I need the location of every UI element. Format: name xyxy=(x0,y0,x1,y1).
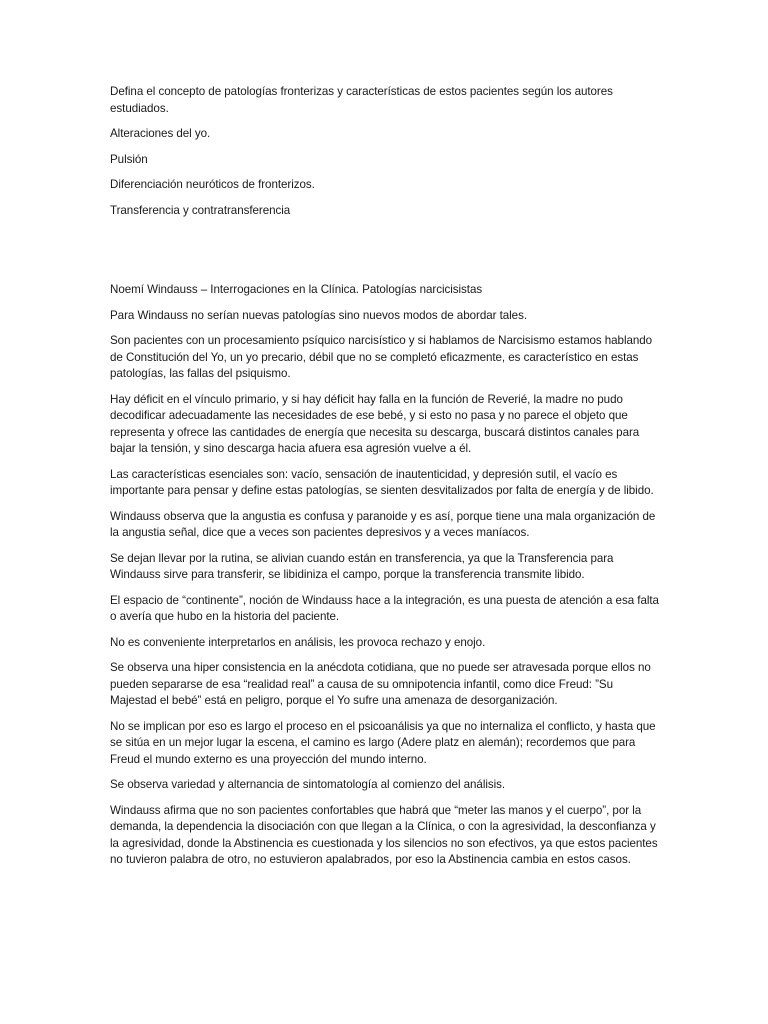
paragraph: Hay déficit en el vínculo primario, y si hay déficit hay falla en la función de Reverié, la madre no pudo decodificar adecuadamente las necesidades de ese bebé, y si esto no pasa y no parece el objeto que representa y ofrece las cantidades de energía que necesita su descarga, buscará distintos canales para bajar la tensión, y sino descarga hacia afuera esa agresión vuelve a él. xyxy=(110,392,640,455)
paragraph: No es conveniente interpretarlos en análisis, les provoca rechazo y enojo. xyxy=(110,635,486,649)
document-body xyxy=(110,84,660,878)
question-4: Diferenciación neuróticos de fronterizos. xyxy=(110,178,315,191)
question-3: Pulsión xyxy=(110,152,148,166)
blank-space xyxy=(110,228,660,282)
paragraph: El espacio de “continente”, noción de Windauss hace a la integración, es una puesta de atención a esa falta o avería que hubo en la historia del paciente. xyxy=(110,593,659,623)
paragraph: Windauss afirma que no son pacientes confortables que habrá que “meter las manos y el cuerpo”, por la demanda, la dependencia la disociación con que llegan a la Clínica, o con la agresividad, la desconfianza y la agresividad, donde la Abstinencia es cuestionada y los silencios no son efectivos, ya que estos pacientes no tuvieron palabra de otro, no estuvieron apalabrados, por eso la Abstinencia cambia en estos casos. xyxy=(110,803,658,866)
paragraph: Para Windauss no serían nuevas patologías sino nuevos modos de abordar tales. xyxy=(110,308,528,322)
section-heading: Noemí Windauss – Interrogaciones en la Clínica. Patologías narcicisistas xyxy=(110,283,483,296)
paragraph: Windauss observa que la angustia es confusa y paranoide y es así, porque tiene una mala organización de la angustia señal, dice que a veces son pacientes depresivos y a veces maníacos. xyxy=(110,509,656,539)
question-1: Defina el concepto de patologías fronterizas y características de estos pacientes según los autores estudiados. xyxy=(110,85,613,115)
paragraph: Son pacientes con un procesamiento psíquico narcisístico y si hablamos de Narcisismo estamos hablando de Constitución del Yo, un yo precario, débil que no se completó eficazmente, es característico en estas patologías, las fallas del psiquismo. xyxy=(110,334,653,380)
paragraph: Se observa una hiper consistencia en la anécdota cotidiana, que no puede ser atravesada porque ellos no pueden separarse de esa “realidad real” a causa de su omnipotencia infantil, como dice Freud: ”Su Majestad el bebé” está en peligro, porque el Yo sufre una amenaza de desorganización. xyxy=(110,661,651,707)
paragraph: Las características esenciales son: vacío, sensación de inautenticidad, y depresión sutil, el vacío es importante para pensar y define estas patologías, se sienten desvitalizados por falta de energía y de libido. xyxy=(110,467,654,497)
paragraph: No se implican por eso es largo el proceso en el psicoanálisis ya que no internaliza el conflicto, y hasta que se sitúa en un mejor lugar la escena, el camino es largo (Adere platz en alemán); recordemos que para Freud el mundo externo es una proyección del mundo interno. xyxy=(110,719,656,766)
paragraph: Se observa variedad y alternancia de sintomatología al comienzo del análisis. xyxy=(110,778,506,791)
question-5: Transferencia y contratransferencia xyxy=(110,203,291,217)
paragraph: Se dejan llevar por la rutina, se alivian cuando están en transferencia, ya que la Transferencia para Windauss sirve para transferir, se libidiniza el campo, porque la transferencia transmite libido. xyxy=(110,551,614,581)
question-2: Alteraciones del yo. xyxy=(110,127,211,140)
